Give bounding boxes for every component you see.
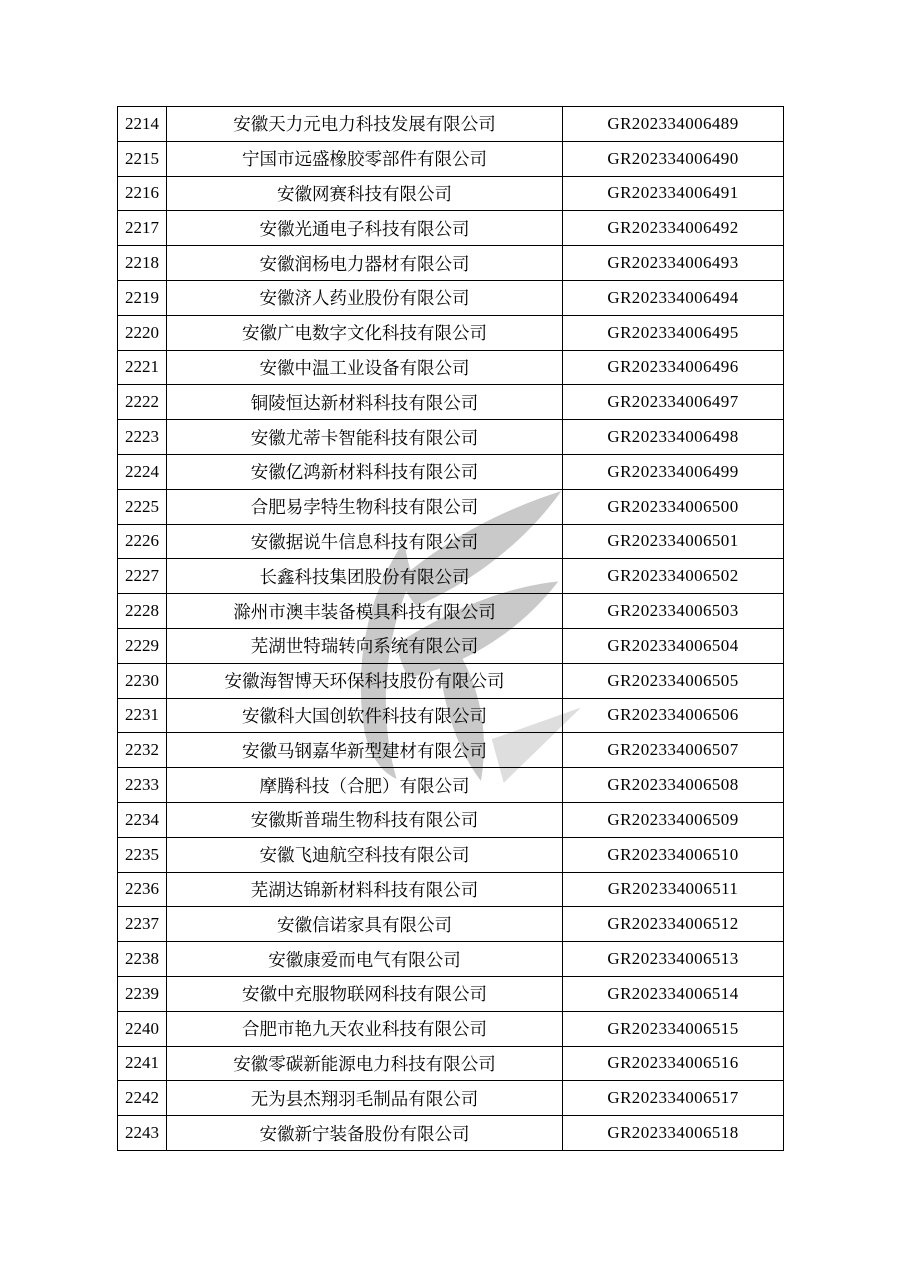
certificate-number: GR202334006491 xyxy=(563,176,784,211)
company-name: 安徽马钢嘉华新型建材有限公司 xyxy=(167,733,563,768)
table-row xyxy=(118,524,784,559)
certificate-number: GR202334006503 xyxy=(563,594,784,629)
company-name: 安徽中温工业设备有限公司 xyxy=(167,350,563,385)
row-number: 2226 xyxy=(118,524,167,559)
row-number: 2215 xyxy=(118,141,167,176)
certificate-number: GR202334006517 xyxy=(563,1081,784,1116)
table-row xyxy=(118,280,784,315)
company-name: 安徽斯普瑞生物科技有限公司 xyxy=(167,802,563,837)
certificate-number: GR202334006507 xyxy=(563,733,784,768)
certificate-number: GR202334006513 xyxy=(563,942,784,977)
table-row xyxy=(118,1046,784,1081)
company-name: 安徽天力元电力科技发展有限公司 xyxy=(167,107,563,142)
row-number: 2234 xyxy=(118,802,167,837)
table-row xyxy=(118,350,784,385)
row-number: 2237 xyxy=(118,907,167,942)
row-number: 2216 xyxy=(118,176,167,211)
certificate-number: GR202334006510 xyxy=(563,837,784,872)
table-row xyxy=(118,733,784,768)
certificate-number: GR202334006502 xyxy=(563,559,784,594)
table-row xyxy=(118,872,784,907)
table-row xyxy=(118,663,784,698)
table-row xyxy=(118,559,784,594)
row-number: 2221 xyxy=(118,350,167,385)
company-name: 安徽润杨电力器材有限公司 xyxy=(167,246,563,281)
table-row xyxy=(118,315,784,350)
certificate-number: GR202334006493 xyxy=(563,246,784,281)
table-row xyxy=(118,907,784,942)
company-name: 安徽零碳新能源电力科技有限公司 xyxy=(167,1046,563,1081)
company-name: 安徽尤蒂卡智能科技有限公司 xyxy=(167,420,563,455)
company-name: 滁州市澳丰装备模具科技有限公司 xyxy=(167,594,563,629)
certificate-number: GR202334006500 xyxy=(563,489,784,524)
table-row xyxy=(118,176,784,211)
row-number: 2235 xyxy=(118,837,167,872)
row-number: 2223 xyxy=(118,420,167,455)
certificate-number: GR202334006495 xyxy=(563,315,784,350)
company-name: 安徽光通电子科技有限公司 xyxy=(167,211,563,246)
table-row xyxy=(118,768,784,803)
company-name: 安徽科大国创软件科技有限公司 xyxy=(167,698,563,733)
table-row xyxy=(118,107,784,142)
company-name: 安徽信诺家具有限公司 xyxy=(167,907,563,942)
row-number: 2218 xyxy=(118,246,167,281)
table-row xyxy=(118,246,784,281)
row-number: 2243 xyxy=(118,1116,167,1151)
company-name: 宁国市远盛橡胶零部件有限公司 xyxy=(167,141,563,176)
row-number: 2238 xyxy=(118,942,167,977)
certificate-number: GR202334006512 xyxy=(563,907,784,942)
certificate-number: GR202334006498 xyxy=(563,420,784,455)
row-number: 2228 xyxy=(118,594,167,629)
table-row xyxy=(118,454,784,489)
certificate-number: GR202334006494 xyxy=(563,280,784,315)
company-name: 长鑫科技集团股份有限公司 xyxy=(167,559,563,594)
row-number: 2217 xyxy=(118,211,167,246)
table-row xyxy=(118,1011,784,1046)
table-row xyxy=(118,976,784,1011)
table-row xyxy=(118,211,784,246)
certificate-table xyxy=(117,106,784,1151)
certificate-number: GR202334006505 xyxy=(563,663,784,698)
company-name: 安徽中充服物联网科技有限公司 xyxy=(167,976,563,1011)
company-name: 合肥市艳九天农业科技有限公司 xyxy=(167,1011,563,1046)
row-number: 2229 xyxy=(118,628,167,663)
row-number: 2222 xyxy=(118,385,167,420)
table-row xyxy=(118,942,784,977)
certificate-number: GR202334006515 xyxy=(563,1011,784,1046)
table-row xyxy=(118,837,784,872)
row-number: 2240 xyxy=(118,1011,167,1046)
row-number: 2236 xyxy=(118,872,167,907)
row-number: 2220 xyxy=(118,315,167,350)
company-name: 安徽据说牛信息科技有限公司 xyxy=(167,524,563,559)
certificate-number: GR202334006514 xyxy=(563,976,784,1011)
table-row xyxy=(118,802,784,837)
certificate-number: GR202334006496 xyxy=(563,350,784,385)
certificate-number: GR202334006509 xyxy=(563,802,784,837)
certificate-number: GR202334006492 xyxy=(563,211,784,246)
company-name: 安徽康爱而电气有限公司 xyxy=(167,942,563,977)
table-row xyxy=(118,420,784,455)
certificate-number: GR202334006511 xyxy=(563,872,784,907)
row-number: 2233 xyxy=(118,768,167,803)
row-number: 2224 xyxy=(118,454,167,489)
table-row xyxy=(118,594,784,629)
company-name: 安徽济人药业股份有限公司 xyxy=(167,280,563,315)
row-number: 2225 xyxy=(118,489,167,524)
row-number: 2219 xyxy=(118,280,167,315)
company-name: 安徽网赛科技有限公司 xyxy=(167,176,563,211)
row-number: 2231 xyxy=(118,698,167,733)
certificate-number: GR202334006518 xyxy=(563,1116,784,1151)
certificate-number: GR202334006508 xyxy=(563,768,784,803)
row-number: 2239 xyxy=(118,976,167,1011)
certificate-number: GR202334006499 xyxy=(563,454,784,489)
company-name: 安徽亿鸿新材料科技有限公司 xyxy=(167,454,563,489)
table-row xyxy=(118,141,784,176)
table-row xyxy=(118,1081,784,1116)
certificate-number: GR202334006489 xyxy=(563,107,784,142)
table-row xyxy=(118,489,784,524)
certificate-number: GR202334006490 xyxy=(563,141,784,176)
certificate-number: GR202334006506 xyxy=(563,698,784,733)
certificate-number: GR202334006497 xyxy=(563,385,784,420)
certificate-number: GR202334006516 xyxy=(563,1046,784,1081)
company-name: 安徽海智博天环保科技股份有限公司 xyxy=(167,663,563,698)
row-number: 2227 xyxy=(118,559,167,594)
company-name: 铜陵恒达新材料科技有限公司 xyxy=(167,385,563,420)
row-number: 2230 xyxy=(118,663,167,698)
certificate-number: GR202334006501 xyxy=(563,524,784,559)
certificate-number: GR202334006504 xyxy=(563,628,784,663)
company-name: 芜湖世特瑞转向系统有限公司 xyxy=(167,628,563,663)
table-row xyxy=(118,1116,784,1151)
company-name: 合肥易孛特生物科技有限公司 xyxy=(167,489,563,524)
company-name: 安徽广电数字文化科技有限公司 xyxy=(167,315,563,350)
company-name: 无为县杰翔羽毛制品有限公司 xyxy=(167,1081,563,1116)
company-name: 安徽新宁装备股份有限公司 xyxy=(167,1116,563,1151)
table-row xyxy=(118,385,784,420)
row-number: 2214 xyxy=(118,107,167,142)
company-name: 安徽飞迪航空科技有限公司 xyxy=(167,837,563,872)
table-row xyxy=(118,698,784,733)
row-number: 2241 xyxy=(118,1046,167,1081)
row-number: 2242 xyxy=(118,1081,167,1116)
table-row xyxy=(118,628,784,663)
row-number: 2232 xyxy=(118,733,167,768)
company-name: 芜湖达锦新材料科技有限公司 xyxy=(167,872,563,907)
company-name: 摩腾科技（合肥）有限公司 xyxy=(167,768,563,803)
table-body xyxy=(118,107,784,1151)
